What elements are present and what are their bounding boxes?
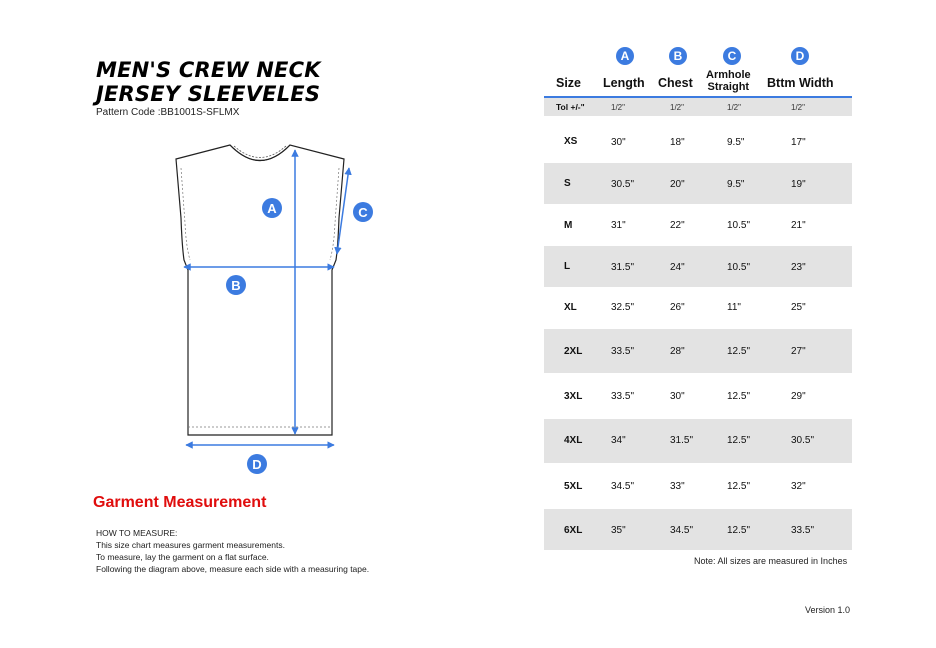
row-size: XL	[564, 302, 577, 313]
row-bottom: 29"	[791, 391, 806, 402]
table-row	[544, 205, 852, 245]
row-size: 6XL	[564, 525, 583, 536]
row-bottom: 25"	[791, 302, 806, 313]
how-to-line: This size chart measures garment measurements.	[96, 540, 285, 550]
row-armhole: 11"	[727, 302, 741, 313]
header-size: Size	[556, 76, 582, 90]
tolerance-armhole: 1/2"	[727, 103, 741, 112]
header-length: Length	[603, 76, 645, 90]
row-size: S	[564, 178, 571, 189]
tolerance-chest: 1/2"	[670, 103, 684, 112]
row-armhole: 9.5"	[727, 137, 745, 148]
row-chest: 20"	[670, 179, 685, 190]
garment-measurement-heading: Garment Measurement	[93, 494, 267, 511]
svg-text:C: C	[358, 205, 368, 220]
how-to-line: Following the diagram above, measure each side with a measuring tape.	[96, 564, 370, 574]
version-label: Version 1.0	[805, 605, 851, 615]
row-size: 4XL	[564, 435, 583, 446]
row-bottom: 17"	[791, 137, 806, 148]
header-bottom-width: Bttm Width	[767, 76, 834, 90]
row-length: 31.5"	[611, 262, 635, 273]
tolerance-bottom: 1/2"	[791, 103, 805, 112]
row-size: L	[564, 261, 571, 272]
diagram-marker-c	[353, 202, 373, 222]
table-row	[544, 419, 852, 463]
row-length: 31"	[611, 220, 626, 231]
title-line-1: MEN'S CREW NECK	[96, 58, 321, 82]
row-chest: 18"	[670, 137, 685, 148]
table-row	[544, 288, 852, 328]
row-bottom: 27"	[791, 346, 806, 357]
row-armhole: 12.5"	[727, 346, 751, 357]
jersey-outline	[176, 145, 344, 435]
svg-text:A: A	[267, 201, 277, 216]
measurement-note: Note: All sizes are measured in Inches	[694, 556, 848, 566]
diagram-marker-a	[262, 198, 282, 218]
diagram-marker-d	[247, 454, 267, 474]
column-marker-d: D	[791, 47, 809, 65]
tolerance-length: 1/2"	[611, 103, 625, 112]
row-armhole: 10.5"	[727, 220, 751, 231]
row-armhole: 9.5"	[727, 179, 745, 190]
table-row	[544, 246, 852, 287]
row-length: 30.5"	[611, 179, 635, 190]
table-row	[544, 464, 852, 508]
row-length: 35"	[611, 525, 626, 536]
table-row	[544, 374, 852, 418]
row-armhole: 12.5"	[727, 435, 751, 446]
table-row	[544, 163, 852, 204]
header-chest: Chest	[658, 76, 693, 90]
title-line-2: JERSEY SLEEVELES	[96, 82, 321, 106]
pattern-code: Pattern Code :BB1001S-SFLMX	[96, 107, 240, 118]
row-bottom: 33.5"	[791, 525, 815, 536]
row-length: 30"	[611, 137, 626, 148]
row-length: 33.5"	[611, 391, 635, 402]
header-armhole-line1: Armhole	[706, 69, 751, 81]
row-bottom: 21"	[791, 220, 806, 231]
row-chest: 31.5"	[670, 435, 694, 446]
header-armhole-line2: Straight	[707, 81, 750, 93]
row-size: 2XL	[564, 346, 583, 357]
row-chest: 22"	[670, 220, 685, 231]
row-bottom: 23"	[791, 262, 806, 273]
row-armhole: 10.5"	[727, 262, 751, 273]
svg-text:B: B	[231, 278, 241, 293]
row-length: 34"	[611, 435, 626, 446]
column-marker-a: A	[616, 47, 634, 65]
how-to-measure	[96, 527, 369, 575]
table-row	[544, 122, 852, 162]
garment-diagram	[150, 128, 410, 478]
how-to-line: HOW TO MEASURE:	[96, 528, 178, 538]
tolerance-row	[544, 98, 852, 116]
row-chest: 28"	[670, 346, 685, 357]
row-armhole: 12.5"	[727, 481, 751, 492]
row-chest: 30"	[670, 391, 685, 402]
row-size: M	[564, 220, 573, 231]
row-length: 33.5"	[611, 346, 635, 357]
svg-text:D: D	[252, 457, 262, 472]
how-to-line: To measure, lay the garment on a flat surface.	[96, 552, 269, 562]
document-title	[96, 58, 321, 106]
column-marker-c: C	[723, 47, 741, 65]
table-row	[544, 509, 852, 550]
diagram-marker-b	[226, 275, 246, 295]
header-armhole	[706, 69, 751, 93]
row-size: 3XL	[564, 391, 583, 402]
row-length: 32.5"	[611, 302, 635, 313]
row-chest: 24"	[670, 262, 685, 273]
row-chest: 34.5"	[670, 525, 694, 536]
row-armhole: 12.5"	[727, 391, 751, 402]
column-marker-b: B	[669, 47, 687, 65]
table-row	[544, 329, 852, 373]
row-bottom: 19"	[791, 179, 806, 190]
row-chest: 26"	[670, 302, 685, 313]
row-bottom: 30.5"	[791, 435, 815, 446]
row-bottom: 32"	[791, 481, 806, 492]
row-size: 5XL	[564, 481, 583, 492]
row-length: 34.5"	[611, 481, 635, 492]
row-armhole: 12.5"	[727, 525, 751, 536]
tolerance-label: Tol +/-"	[556, 102, 585, 112]
row-size: XS	[564, 136, 578, 147]
row-chest: 33"	[670, 481, 685, 492]
